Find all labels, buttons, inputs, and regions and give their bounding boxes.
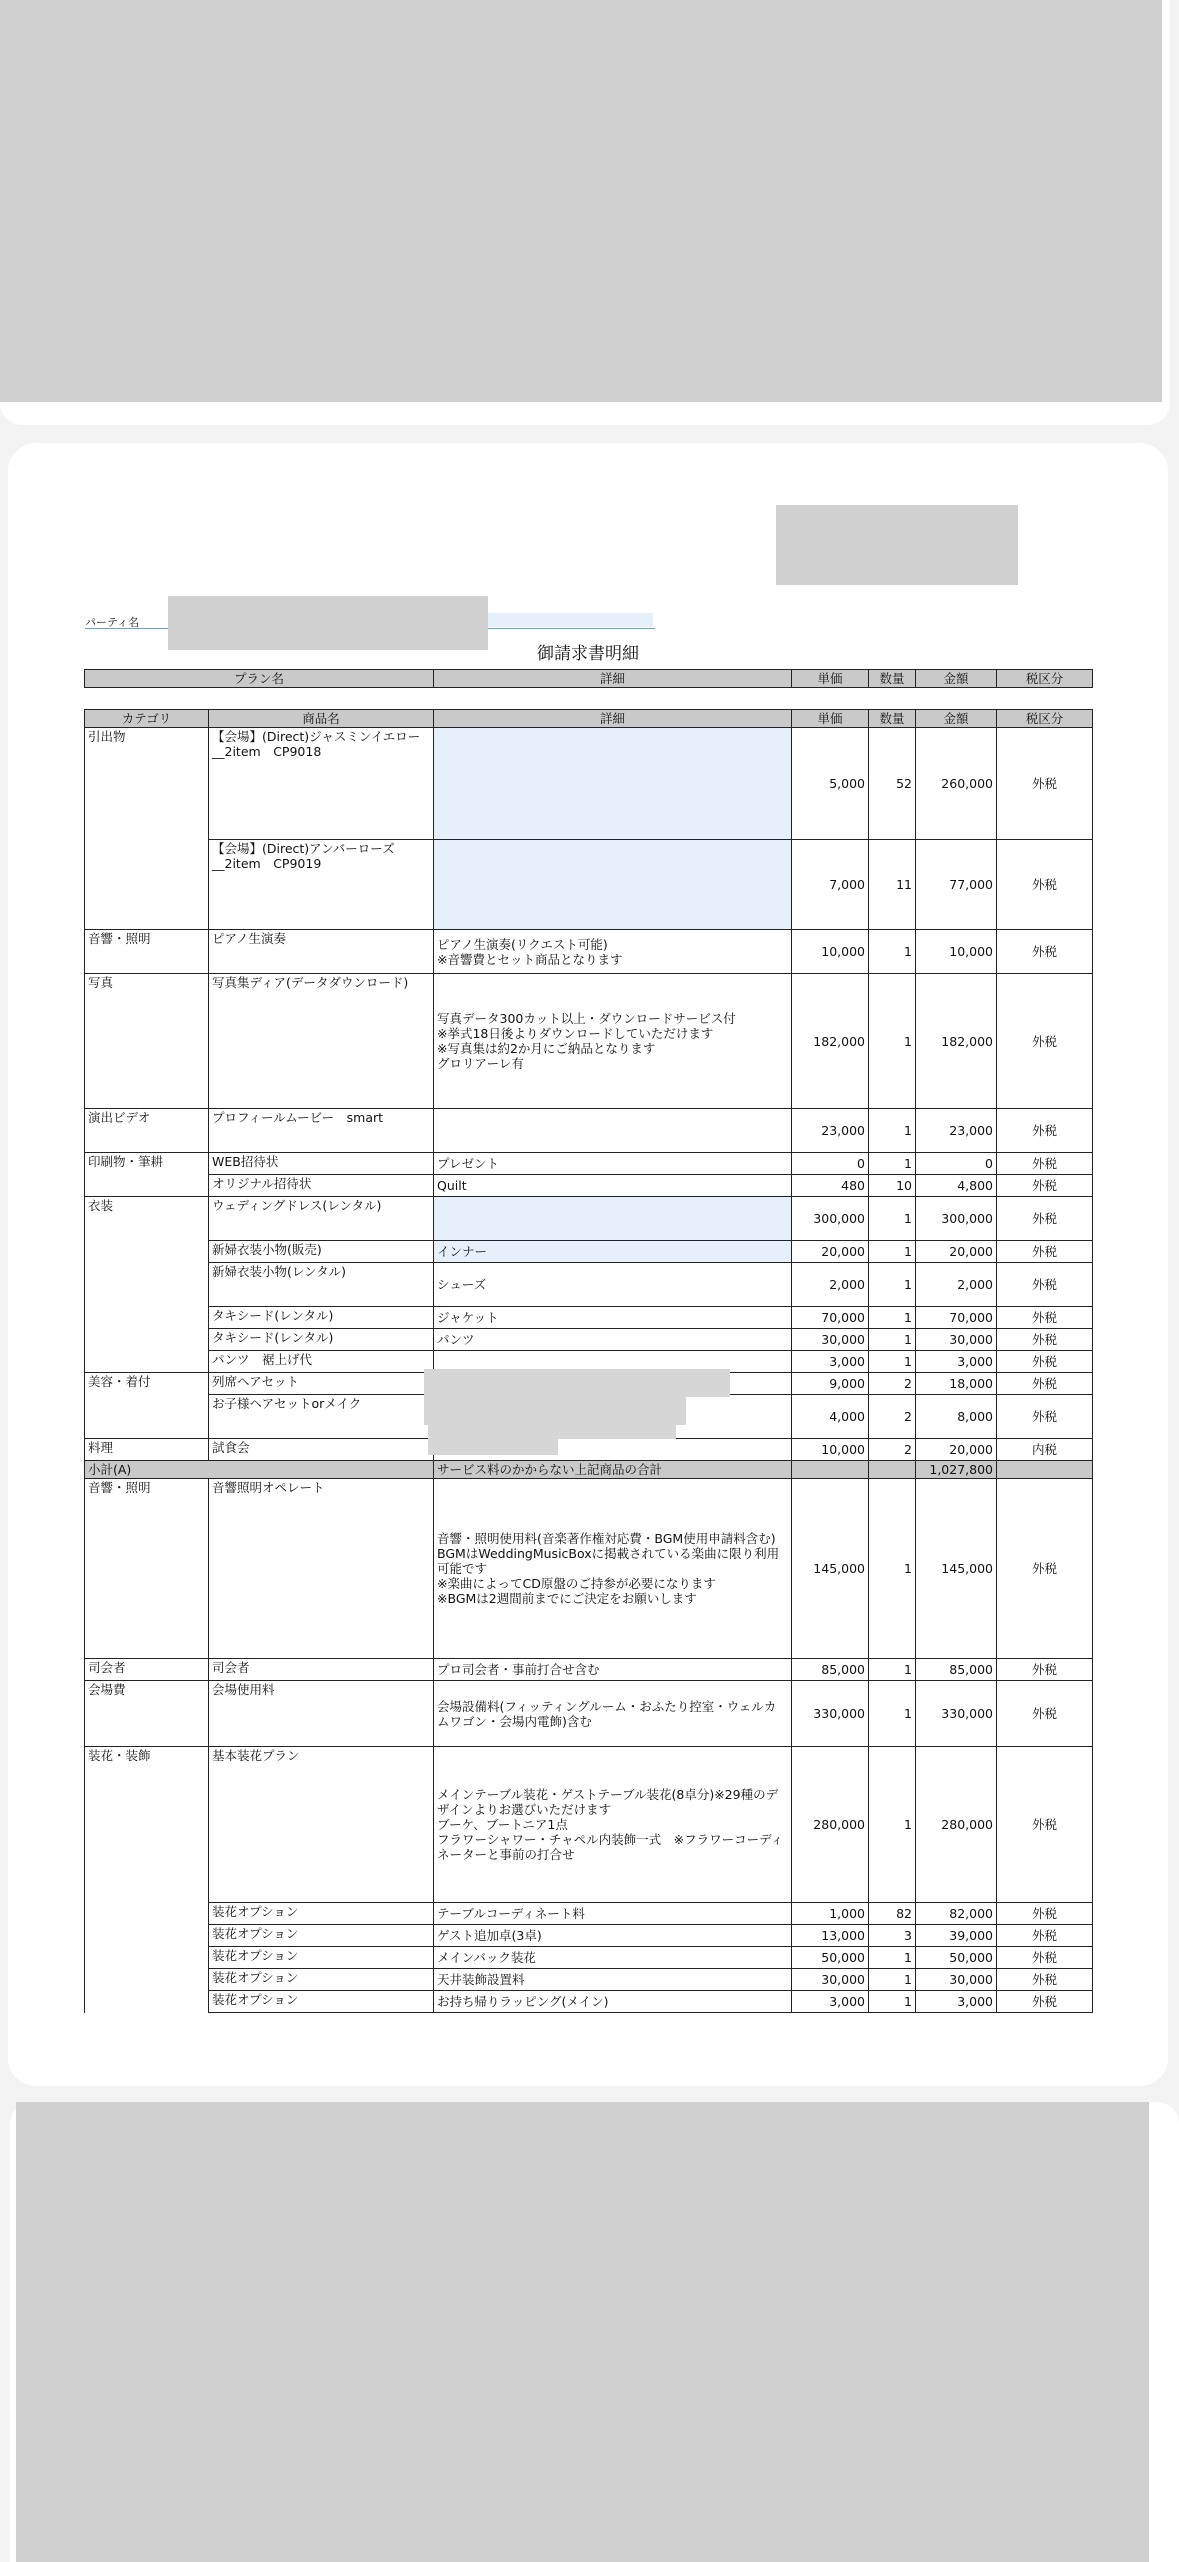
- table-row: [85, 840, 1093, 930]
- cell-unit-price: 10,000: [792, 1439, 869, 1461]
- cell-detail: お持ち帰りラッピング(メイン): [434, 1991, 792, 2013]
- header-amount: 金額: [916, 710, 997, 728]
- document-page-card[interactable]: [8, 443, 1168, 2086]
- cell-amount: 70,000: [916, 1307, 997, 1329]
- party-name-label: パーティ名: [85, 616, 140, 629]
- items-table: [84, 709, 1093, 2013]
- cell-product: 新婦衣装小物(販売): [209, 1241, 434, 1263]
- cell-product: オリジナル招待状: [209, 1175, 434, 1197]
- cell-unit-price: 50,000: [792, 1947, 869, 1969]
- table-row: [85, 1175, 1093, 1197]
- cell-qty: 3: [869, 1925, 916, 1947]
- redacted-region: [424, 1397, 686, 1425]
- cell-tax: 外税: [997, 1681, 1093, 1747]
- cell-amount: 85,000: [916, 1659, 997, 1681]
- table-row: [85, 930, 1093, 974]
- cell-qty: 1: [869, 1307, 916, 1329]
- cell-qty: 1: [869, 1109, 916, 1153]
- cell-amount: 39,000: [916, 1925, 997, 1947]
- cell-detail: [434, 840, 792, 930]
- cell-unit-price: 0: [792, 1153, 869, 1175]
- cell-product: お子様ヘアセットorメイク: [209, 1395, 434, 1439]
- cell-product: 新婦衣装小物(レンタル): [209, 1263, 434, 1307]
- cell-unit-price: 480: [792, 1175, 869, 1197]
- cell-product: 列席ヘアセット: [209, 1373, 434, 1395]
- cell-tax: 外税: [997, 1659, 1093, 1681]
- cell-detail: [434, 728, 792, 840]
- cell-category: 司会者: [85, 1659, 209, 1681]
- cell-category: [85, 1903, 209, 1925]
- cell-tax: 内税: [997, 1439, 1093, 1461]
- cell-detail: Quilt: [434, 1175, 792, 1197]
- cell-category: [85, 1969, 209, 1991]
- cell-amount: 3,000: [916, 1991, 997, 2013]
- cell-qty: 82: [869, 1903, 916, 1925]
- cell-amount: 82,000: [916, 1903, 997, 1925]
- cell-qty: 1: [869, 1969, 916, 1991]
- cell-amount: 280,000: [916, 1747, 997, 1903]
- cell-detail: パンツ: [434, 1329, 792, 1351]
- cell-amount: 18,000: [916, 1373, 997, 1395]
- cell-qty: 1: [869, 1153, 916, 1175]
- table-row: [85, 1659, 1093, 1681]
- cell-category: [85, 1307, 209, 1329]
- cell-unit-price: 280,000: [792, 1747, 869, 1903]
- cell-amount: 260,000: [916, 728, 997, 840]
- header-unit-price: 単価: [792, 710, 869, 728]
- cell-category: 料理: [85, 1439, 209, 1461]
- cell-unit-price: 300,000: [792, 1197, 869, 1241]
- cell-tax: 外税: [997, 1991, 1093, 2013]
- cell-unit-price: 2,000: [792, 1263, 869, 1307]
- cell-amount: 145,000: [916, 1479, 997, 1659]
- table-row: [85, 1109, 1093, 1153]
- cell-tax: 外税: [997, 1395, 1093, 1439]
- redacted-region: [428, 1439, 558, 1455]
- cell-unit-price: 5,000: [792, 728, 869, 840]
- plan-header-table: [84, 669, 1093, 688]
- cell-detail: [434, 1109, 792, 1153]
- cell-unit-price: 1,000: [792, 1903, 869, 1925]
- cell-tax: 外税: [997, 1925, 1093, 1947]
- cell-product: ピアノ生演奏: [209, 930, 434, 974]
- cell-category: 会場費: [85, 1681, 209, 1747]
- cell-amount: 3,000: [916, 1351, 997, 1373]
- cell-amount: 50,000: [916, 1947, 997, 1969]
- subtotal-label: 小計(A): [85, 1461, 434, 1479]
- cell-detail: シューズ: [434, 1263, 792, 1307]
- cell-tax: 外税: [997, 1947, 1093, 1969]
- cell-unit-price: 3,000: [792, 1991, 869, 2013]
- cell-detail: ジャケット: [434, 1307, 792, 1329]
- cell-category: [85, 1925, 209, 1947]
- cell-unit-price: 182,000: [792, 974, 869, 1109]
- next-page-card: [10, 2102, 1179, 2562]
- cell-qty: 2: [869, 1373, 916, 1395]
- cell-amount: 0: [916, 1153, 997, 1175]
- cell-amount: 330,000: [916, 1681, 997, 1747]
- previous-page-card: [0, 0, 1170, 425]
- cell-unit-price: 9,000: [792, 1373, 869, 1395]
- cell-category: 印刷物・筆耕: [85, 1153, 209, 1175]
- cell-detail: メインバック装花: [434, 1947, 792, 1969]
- cell-tax: 外税: [997, 1263, 1093, 1307]
- table-row: [85, 1241, 1093, 1263]
- cell-detail: プロ司会者・事前打合せ含む: [434, 1659, 792, 1681]
- cell-category: [85, 1241, 209, 1263]
- cell-unit-price: 23,000: [792, 1109, 869, 1153]
- subtotal-detail: サービス料のかからない上記商品の合計: [434, 1461, 792, 1479]
- cell-product: 写真集ディア(データダウンロード): [209, 974, 434, 1109]
- cell-product: タキシード(レンタル): [209, 1307, 434, 1329]
- cell-qty: 1: [869, 1947, 916, 1969]
- cell-amount: 30,000: [916, 1969, 997, 1991]
- cell-qty: 1: [869, 1241, 916, 1263]
- cell-qty: 1: [869, 1351, 916, 1373]
- cell-category: [85, 1329, 209, 1351]
- cell-tax: 外税: [997, 1197, 1093, 1241]
- header-detail: 詳細: [434, 670, 792, 688]
- cell-unit-price: 70,000: [792, 1307, 869, 1329]
- cell-product: パンツ 裾上げ代: [209, 1351, 434, 1373]
- cell-product: 装花オプション: [209, 1947, 434, 1969]
- header-amount: 金額: [916, 670, 997, 688]
- cell-unit-price: 13,000: [792, 1925, 869, 1947]
- table-row: [85, 974, 1093, 1109]
- cell-qty: 1: [869, 1681, 916, 1747]
- party-name-highlight: [488, 613, 653, 627]
- cell-tax: 外税: [997, 1747, 1093, 1903]
- cell-tax: 外税: [997, 1175, 1093, 1197]
- redacted-region: [428, 1425, 676, 1439]
- header-tax: 税区分: [997, 670, 1093, 688]
- cell-tax: 外税: [997, 1903, 1093, 1925]
- cell-product: 音響照明オペレート: [209, 1479, 434, 1659]
- cell-unit-price: 30,000: [792, 1969, 869, 1991]
- cell-product: 装花オプション: [209, 1903, 434, 1925]
- cell-category: 演出ビデオ: [85, 1109, 209, 1153]
- redacted-region: [0, 0, 1162, 402]
- cell-detail: 音響・照明使用料(音楽著作権対応費・BGM使用申請料含む) BGMはWeddingMusicBoxに掲載されている楽曲に限り利用可能です ※楽曲によってCD原盤のご持参が必要になります ※BGMは2週間前までにご決定をお願いします: [434, 1479, 792, 1659]
- table-row: [85, 1197, 1093, 1241]
- cell-detail: 写真データ300カット以上・ダウンロードサービス付 ※挙式18日後よりダウンロードしていただけます ※写真集は約2か月にご納品となります グロリアーレ有: [434, 974, 792, 1109]
- table-row: [85, 1329, 1093, 1351]
- cell-detail: 天井装飾設置料: [434, 1969, 792, 1991]
- cell-unit-price: 30,000: [792, 1329, 869, 1351]
- redacted-region: [16, 2102, 1149, 2562]
- cell-detail: ゲスト追加卓(3卓): [434, 1925, 792, 1947]
- cell-unit-price: 85,000: [792, 1659, 869, 1681]
- cell-product: 装花オプション: [209, 1969, 434, 1991]
- cell-qty: 1: [869, 1991, 916, 2013]
- cell-category: [85, 1947, 209, 1969]
- cell-tax: 外税: [997, 1329, 1093, 1351]
- cell-qty: 1: [869, 1263, 916, 1307]
- cell-detail: [434, 1197, 792, 1241]
- cell-product: 【会場】(Direct)ジャスミンイエロー__2item CP9018: [209, 728, 434, 840]
- header-detail: 詳細: [434, 710, 792, 728]
- cell-unit-price: 3,000: [792, 1351, 869, 1373]
- cell-amount: 182,000: [916, 974, 997, 1109]
- cell-qty: 52: [869, 728, 916, 840]
- table-row: [85, 728, 1093, 840]
- cell-category: 引出物: [85, 728, 209, 840]
- cell-qty: [869, 1461, 916, 1479]
- cell-qty: 2: [869, 1395, 916, 1439]
- cell-amount: 4,800: [916, 1175, 997, 1197]
- cell-unit-price: [792, 1461, 869, 1479]
- invoice-document: [8, 443, 1168, 2086]
- cell-product: 装花オプション: [209, 1991, 434, 2013]
- cell-amount: 300,000: [916, 1197, 997, 1241]
- cell-tax: 外税: [997, 1109, 1093, 1153]
- cell-category: [85, 1263, 209, 1307]
- cell-tax: 外税: [997, 840, 1093, 930]
- cell-tax: 外税: [997, 930, 1093, 974]
- table-row: [85, 1263, 1093, 1307]
- cell-category: 衣装: [85, 1197, 209, 1241]
- cell-product: 【会場】(Direct)アンバーローズ__2item CP9019: [209, 840, 434, 930]
- cell-unit-price: 330,000: [792, 1681, 869, 1747]
- cell-detail: ピアノ生演奏(リクエスト可能) ※音響費とセット商品となります: [434, 930, 792, 974]
- document-title: 御請求書明細: [537, 644, 639, 664]
- table-row: [85, 1747, 1093, 1903]
- cell-tax: 外税: [997, 1241, 1093, 1263]
- header-product: 商品名: [209, 710, 434, 728]
- cell-detail: 会場設備料(フィッティングルーム・おふたり控室・ウェルカムワゴン・会場内電飾)含む: [434, 1681, 792, 1747]
- header-qty: 数量: [869, 670, 916, 688]
- cell-unit-price: 4,000: [792, 1395, 869, 1439]
- cell-qty: 1: [869, 1747, 916, 1903]
- cell-category: [85, 840, 209, 930]
- cell-product: 試食会: [209, 1439, 434, 1461]
- cell-category: [85, 1991, 209, 2013]
- cell-detail: プレゼント: [434, 1153, 792, 1175]
- cell-product: 会場使用料: [209, 1681, 434, 1747]
- cell-qty: 1: [869, 930, 916, 974]
- cell-qty: 1: [869, 1479, 916, 1659]
- cell-tax: 外税: [997, 1307, 1093, 1329]
- header-unit-price: 単価: [792, 670, 869, 688]
- cell-tax: 外税: [997, 1969, 1093, 1991]
- table-row: [85, 1439, 1093, 1461]
- table-row: [85, 1681, 1093, 1747]
- cell-tax: 外税: [997, 1153, 1093, 1175]
- cell-amount: 77,000: [916, 840, 997, 930]
- cell-tax: 外税: [997, 1373, 1093, 1395]
- cell-amount: 20,000: [916, 1439, 997, 1461]
- table-row: [85, 1479, 1093, 1659]
- redacted-region: [776, 505, 1018, 585]
- cell-qty: 1: [869, 1659, 916, 1681]
- cell-category: [85, 1351, 209, 1373]
- cell-qty: 1: [869, 974, 916, 1109]
- cell-product: タキシード(レンタル): [209, 1329, 434, 1351]
- table-row: [85, 1153, 1093, 1175]
- header-plan-name: プラン名: [85, 670, 434, 688]
- cell-unit-price: 7,000: [792, 840, 869, 930]
- cell-tax: 外税: [997, 1479, 1093, 1659]
- cell-tax: 外税: [997, 1351, 1093, 1373]
- cell-product: ウェディングドレス(レンタル): [209, 1197, 434, 1241]
- cell-detail: テーブルコーディネート料: [434, 1903, 792, 1925]
- header-qty: 数量: [869, 710, 916, 728]
- table-row: [85, 1947, 1093, 1969]
- cell-amount: 8,000: [916, 1395, 997, 1439]
- subtotal-row: [85, 1461, 1093, 1479]
- header-tax: 税区分: [997, 710, 1093, 728]
- cell-amount: 23,000: [916, 1109, 997, 1153]
- table-row: [85, 1969, 1093, 1991]
- cell-qty: 1: [869, 1197, 916, 1241]
- cell-category: 美容・着付: [85, 1373, 209, 1395]
- cell-amount: 10,000: [916, 930, 997, 974]
- cell-qty: 11: [869, 840, 916, 930]
- table-row: [85, 1903, 1093, 1925]
- cell-amount: 2,000: [916, 1263, 997, 1307]
- cell-detail: メインテーブル装花・ゲストテーブル装花(8卓分)※29種のデザインよりお選びいただけます ブーケ、ブートニア1点 フラワーシャワー・チャペル内装飾一式 ※フラワーコーディネーターと事前の打合せ: [434, 1747, 792, 1903]
- cell-product: 基本装花プラン: [209, 1747, 434, 1903]
- cell-unit-price: 20,000: [792, 1241, 869, 1263]
- cell-category: [85, 1395, 209, 1439]
- cell-qty: 10: [869, 1175, 916, 1197]
- header-category: カテゴリ: [85, 710, 209, 728]
- cell-qty: 1: [869, 1329, 916, 1351]
- cell-unit-price: 10,000: [792, 930, 869, 974]
- cell-amount: 30,000: [916, 1329, 997, 1351]
- cell-tax: [997, 1461, 1093, 1479]
- cell-detail: インナー: [434, 1241, 792, 1263]
- table-row: [85, 1925, 1093, 1947]
- cell-product: 装花オプション: [209, 1925, 434, 1947]
- cell-category: 装花・装飾: [85, 1747, 209, 1903]
- cell-category: 音響・照明: [85, 1479, 209, 1659]
- cell-category: 写真: [85, 974, 209, 1109]
- cell-tax: 外税: [997, 728, 1093, 840]
- table-row: [85, 1991, 1093, 2013]
- cell-unit-price: 145,000: [792, 1479, 869, 1659]
- cell-product: WEB招待状: [209, 1153, 434, 1175]
- redacted-region: [424, 1369, 730, 1397]
- table-row: [85, 1307, 1093, 1329]
- cell-product: 司会者: [209, 1659, 434, 1681]
- subtotal-amount: 1,027,800: [916, 1461, 997, 1479]
- cell-tax: 外税: [997, 974, 1093, 1109]
- cell-category: 音響・照明: [85, 930, 209, 974]
- cell-category: [85, 1175, 209, 1197]
- plan-header-row: [85, 670, 1093, 688]
- items-header-row: [85, 710, 1093, 728]
- cell-amount: 20,000: [916, 1241, 997, 1263]
- cell-product: プロフィールムービー smart: [209, 1109, 434, 1153]
- cell-qty: 2: [869, 1439, 916, 1461]
